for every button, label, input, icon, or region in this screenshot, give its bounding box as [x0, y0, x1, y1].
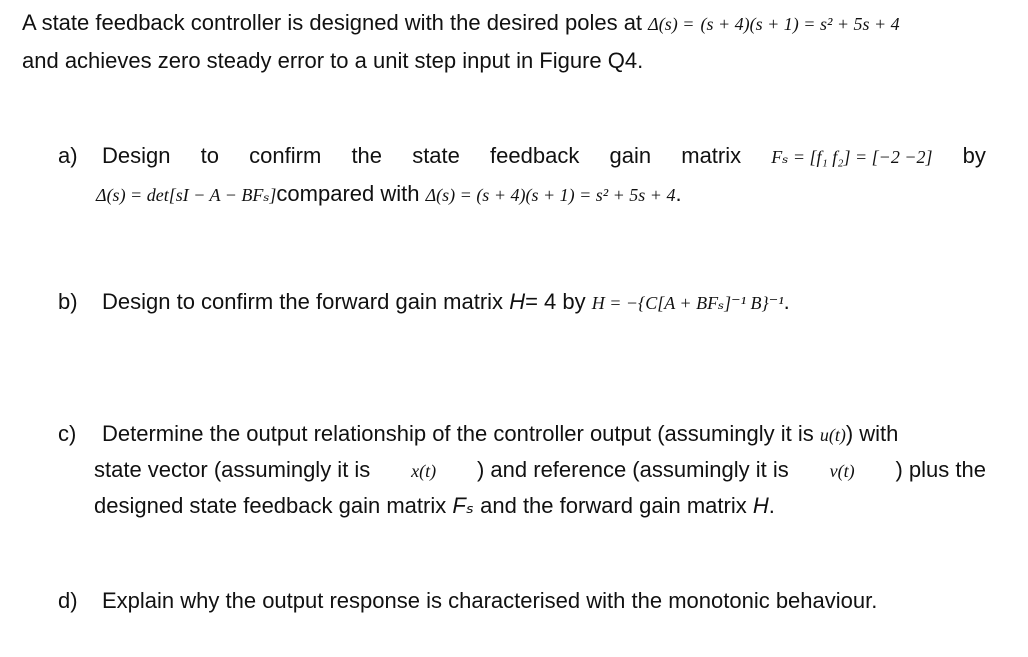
intro-line-1	[22, 10, 900, 37]
part-a-line-1	[102, 143, 986, 170]
part-a-word: gain	[609, 143, 652, 168]
part-a-period: .	[675, 181, 682, 206]
part-c-line-1-text: Determine the output relationship of the controller output (assumingly it is	[102, 421, 814, 446]
part-a-poly-formula: Δ(s) = (s + 4)(s + 1) = s² + 5s + 4	[425, 185, 676, 205]
part-c-line-1-end: ) with	[845, 421, 899, 446]
part-a-word: Design	[102, 143, 171, 168]
part-c-line-2-a: state vector (assumingly it is	[94, 457, 371, 482]
part-b-eq-text: = 4 by	[525, 289, 586, 314]
part-b-period: .	[783, 289, 790, 314]
part-a-by: by	[962, 143, 986, 168]
part-b-formula: H = −{C[A + BFₛ]⁻¹ B}⁻¹	[591, 293, 784, 313]
intro-line-2	[22, 48, 643, 74]
part-c-line-2-c: ) plus the	[895, 457, 986, 482]
part-a-line-2	[96, 181, 682, 208]
intro-formula-rhs: (s + 4)(s + 1) = s² + 5s + 4	[700, 14, 900, 34]
part-d-text: Explain why the output response is characterised with the monotonic behaviour.	[102, 588, 878, 613]
part-a-gain-formula: Fₛ = [f₁ f₂] = [−2 −2]	[771, 147, 933, 167]
part-a-word: the	[351, 143, 383, 168]
part-c-label: c)	[58, 421, 77, 446]
part-c-Fs-var: Fₛ	[452, 493, 474, 518]
part-c-line-3-a: designed state feedback gain matrix	[94, 493, 447, 518]
part-c-line-1	[102, 421, 898, 448]
part-a-compared-text: compared with	[276, 181, 420, 206]
part-d-line	[102, 588, 877, 614]
intro-line-1-text: A state feedback controller is designed with the desired poles at	[22, 10, 643, 35]
part-a-label: a)	[58, 143, 78, 168]
part-b-H-var: H	[509, 289, 526, 314]
intro-line-2-text: and achieves zero steady error to a unit step input in Figure Q4.	[22, 48, 644, 73]
part-c-v-var: v(t)	[829, 461, 855, 481]
part-c-line-2-b: ) and reference (assumingly it is	[476, 457, 789, 482]
part-a-word: matrix	[681, 143, 742, 168]
intro-formula-lhs: Δ(s) =	[648, 14, 695, 34]
part-a-word: state	[412, 143, 460, 168]
part-b-text: Design to confirm the forward gain matrix	[102, 289, 504, 314]
part-c-x-var: x(t)	[411, 461, 437, 481]
part-c-line-2	[94, 457, 986, 484]
part-c-line-3-b: and the forward gain matrix	[480, 493, 747, 518]
part-a-word: to	[200, 143, 219, 168]
part-a-word: feedback	[490, 143, 580, 168]
part-b-label: b)	[58, 289, 78, 314]
part-a-word: confirm	[249, 143, 322, 168]
part-b-line	[102, 289, 790, 316]
part-c-H-var: H	[752, 493, 769, 518]
part-c-line-3-end: .	[768, 493, 775, 518]
part-c-u-var: u(t)	[819, 425, 846, 445]
part-d-label: d)	[58, 588, 78, 613]
part-c-line-3	[94, 493, 775, 519]
part-a-det-formula: Δ(s) = det[sI − A − BFₛ]	[96, 185, 277, 205]
